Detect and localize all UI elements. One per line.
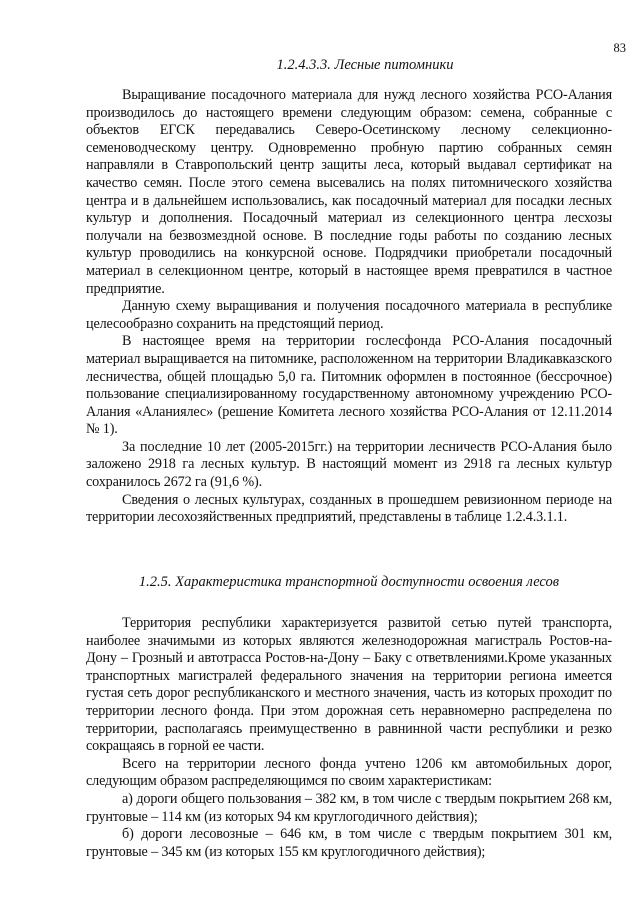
paragraph: Сведения о лесных культурах, созданных в прошедшем ревизионном периоде на территории лесохозяйственных предприятий, представлены в таблице 1.2.4.3.1.1. (86, 491, 612, 526)
paragraph: Всего на территории лесного фонда учтено 1206 км автомобильных дорог, следующим образом распределяющимся по своим характеристикам: (86, 755, 612, 790)
paragraph: В настоящее время на территории гослесфонда РСО-Алания посадочный материал выращивается на питомнике, расположенном на территории Владикавказского лесничества, общей площадью 5,0 га. Питомник оформлен в постоянное (бессрочное) пользование специализированному государственному автономному учреждению РСО-Алания «Аланиялес» (решение Комитета лесного хозяйства РСО-Алания от 12.11.2014 № 1). (86, 333, 612, 438)
section-body-forest-nurseries (86, 87, 612, 527)
section-heading-forest-nurseries: 1.2.4.3.3. Лесные питомники (276, 57, 454, 73)
paragraph: Выращивание посадочного материала для нужд лесного хозяйства РСО-Алания производилось до настоящего времени следующим образом: семена, собранные с объектов ЕГСК передавались Северо-Осетинскому лесному селекционно-семеноводческому центру. Одновременно пробную партию собранных семян направляли в Ставропольский центр защиты леса, который выдавал сертификат на качество семян. После этого семена высевались на полях питомнического хозяйства центра и в дальнейшем использовались, как посадочный материал для посадки лесных культур и дополнения. Посадочный материал из селекционного центра лесхозы получали на безвозмездной основе. В последние годы работы по созданию лесных культур проводились на конкурсной основе. Подрядчики приобретали посадочный материал в селекционном центре, который в настоящее время превратился в частное предприятие. (86, 87, 612, 297)
paragraph: Территория республики характеризуется развитой сетью путей транспорта, наиболее значимыми из которых являются железнодорожная магистраль Ростов-на-Дону – Грозный и автотрасса Ростов-на-Дону – Баку с ответвлениями.Кроме указанных транспортных магистралей федерального значения на территории региона имеется густая сеть дорог республиканского и местного значения, часть из которых проходит по территории лесного фонда. При этом дорожная сеть неравномерно распределена по территории, располагаясь преимущественно в равнинной части республики и резко сокращаясь в горной ее части. (86, 615, 612, 755)
paragraph: За последние 10 лет (2005-2015гг.) на территории лесничеств РСО-Алания было заложено 2918 га лесных культур. В настоящий момент из 2918 га лесных культур сохранилось 2672 га (91,6 %). (86, 438, 612, 491)
page-number: 83 (613, 41, 626, 55)
section-heading-transport-accessibility: 1.2.5. Характеристика транспортной доступности освоения лесов (138, 574, 560, 590)
section-body-transport-accessibility (86, 615, 612, 861)
paragraph: б) дороги лесовозные – 646 км, в том числе с твердым покрытием 301 км, грунтовые – 345 км (из которых 155 км круглогодичного действия); (86, 826, 612, 860)
paragraph: Данную схему выращивания и получения посадочного материала в республике целесообразно сохранить на предстоящий период. (86, 298, 612, 332)
paragraph: а) дороги общего пользования – 382 км, в том числе с твердым покрытием 268 км, грунтовые – 114 км (из которых 94 км круглогодичного действия); (86, 790, 612, 825)
